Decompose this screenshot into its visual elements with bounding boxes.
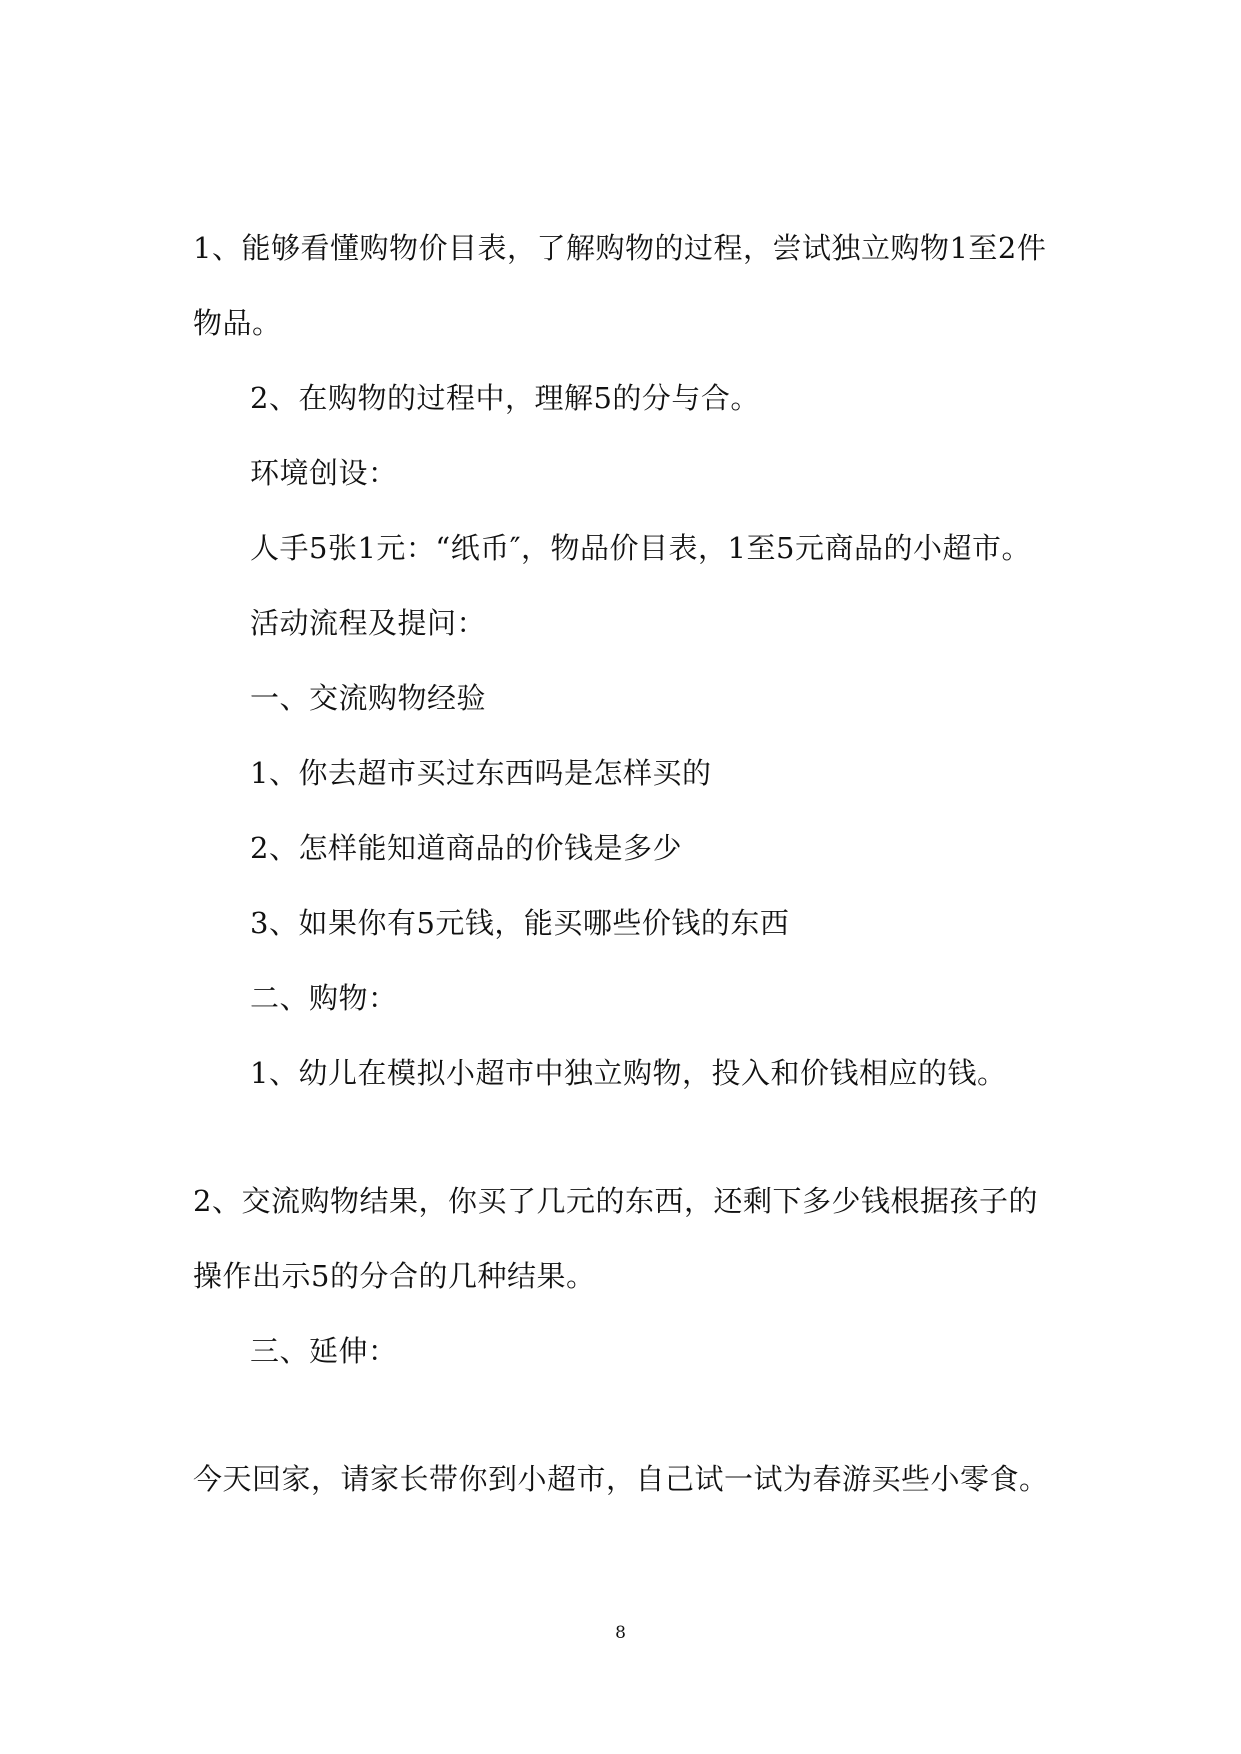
shopping-step-1: 1、幼儿在模拟小超市中独立购物，投入和价钱相应的钱。 xyxy=(250,1056,1007,1090)
heading-activity-flow: 活动流程及提问： xyxy=(250,606,487,640)
shopping-step-2-line-2: 操作出示5的分合的几种结果。 xyxy=(193,1259,596,1293)
shopping-step-2-line-1: 2、交流购物结果，你买了几元的东西，还剩下多少钱根据孩子的 xyxy=(193,1184,1038,1218)
question-1: 1、你去超市买过东西吗是怎样买的 xyxy=(250,756,712,790)
paragraph-goal-1-line-2: 物品。 xyxy=(193,306,282,340)
question-2: 2、怎样能知道商品的价钱是多少 xyxy=(250,831,682,865)
heading-section-1: 一、交流购物经验 xyxy=(250,681,487,715)
paragraph-goal-1-line-1: 1、能够看懂购物价目表，了解购物的过程，尝试独立购物1至2件 xyxy=(193,231,1047,265)
heading-environment: 环境创设： xyxy=(250,456,398,490)
page-number: 8 xyxy=(615,1623,626,1643)
heading-section-2: 二、购物： xyxy=(250,981,398,1015)
paragraph-extension: 今天回家，请家长带你到小超市，自己试一试为春游买些小零食。 xyxy=(193,1462,1049,1496)
question-3: 3、如果你有5元钱，能买哪些价钱的东西 xyxy=(250,906,790,940)
paragraph-environment: 人手5张1元：“纸币″，物品价目表，1至5元商品的小超市。 xyxy=(250,531,1031,565)
heading-section-3: 三、延伸： xyxy=(250,1334,398,1368)
paragraph-goal-2: 2、在购物的过程中，理解5的分与合。 xyxy=(250,381,760,415)
